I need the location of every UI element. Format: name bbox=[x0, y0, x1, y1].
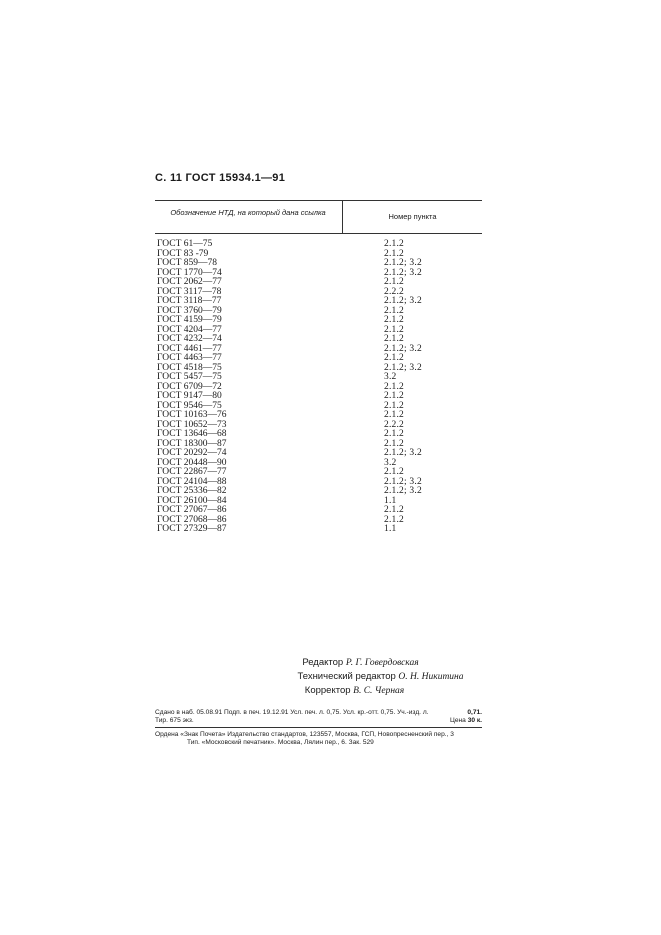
imprint-block bbox=[155, 709, 482, 725]
page-header: С. 11 ГОСТ 15934.1—91 bbox=[155, 172, 286, 184]
gost-designation: ГОСТ 27068—86 bbox=[157, 514, 227, 525]
clause-number: 2.1.2 bbox=[384, 438, 404, 449]
clause-number: 2.1.2; 3.2 bbox=[384, 362, 422, 373]
gost-designation: ГОСТ 5457—75 bbox=[157, 372, 222, 382]
clause-number: 1.1 bbox=[384, 495, 397, 506]
gost-designation: ГОСТ 3118—77 bbox=[157, 296, 222, 306]
publisher-line-1: Ордена «Знак Почета» Издательство стандартов, 123557, Москва, ГСП, Новопресненский пер., 3 bbox=[155, 731, 454, 738]
header-rule bbox=[155, 233, 482, 234]
corrector-name: В. С. Черная bbox=[353, 686, 405, 696]
clause-number: 2.1.2; 3.2 bbox=[384, 448, 422, 458]
clause-number: 2.1.2 bbox=[384, 391, 404, 401]
imprint-line-1: Сдано в наб. 05.08.91 Подп. в печ. 19.12.91 Усл. печ. л. 0,75. Усл. кр.-отт. 0,75. Уч.-изд. л. bbox=[155, 709, 429, 716]
imprint-sheets: 0,71. bbox=[467, 709, 482, 716]
clause-number: 2.1.2 bbox=[384, 467, 404, 477]
gost-designation: ГОСТ 4232—74 bbox=[157, 334, 222, 344]
gost-designation: ГОСТ 2062—77 bbox=[157, 277, 222, 287]
price-label: Цена bbox=[449, 717, 466, 724]
clause-number: 2.1.2; 3.2 bbox=[384, 267, 422, 278]
clause-number: 3.2 bbox=[384, 372, 397, 382]
tech-editor-name: О. Н. Никитина bbox=[398, 672, 464, 682]
gost-designation: ГОСТ 61—75 bbox=[157, 239, 213, 249]
clause-number: 2.1.2; 3.2 bbox=[384, 486, 422, 496]
corrector-line bbox=[0, 684, 661, 698]
gost-designation: ГОСТ 10163—76 bbox=[157, 410, 227, 420]
corrector-role: Корректор bbox=[304, 685, 351, 696]
gost-designation: ГОСТ 18300—87 bbox=[157, 438, 227, 449]
clause-number: 1.1 bbox=[384, 524, 397, 534]
clause-number: 2.2.2 bbox=[384, 286, 404, 297]
gost-designation: ГОСТ 4204—77 bbox=[157, 324, 222, 335]
gost-designation: ГОСТ 10652—73 bbox=[157, 419, 227, 430]
gost-designation: ГОСТ 4159—79 bbox=[157, 315, 222, 325]
clause-number: 2.1.2 bbox=[384, 353, 404, 363]
gost-designation: ГОСТ 4463—77 bbox=[157, 353, 222, 363]
reference-table-body bbox=[157, 240, 457, 535]
imprint-circulation: Тир. 675 экз. bbox=[155, 717, 194, 724]
gost-designation: ГОСТ 20292—74 bbox=[157, 448, 227, 458]
table-row bbox=[157, 525, 457, 535]
clause-number: 2.1.2 bbox=[384, 305, 404, 316]
editor-name: Р. Г. Говердовская bbox=[345, 658, 419, 668]
clause-number: 2.1.2 bbox=[384, 248, 404, 259]
credits-block bbox=[0, 656, 661, 698]
column-header-document: Обозначение НТД, на который дана ссылка bbox=[170, 208, 326, 217]
table-top-rule bbox=[155, 200, 482, 201]
editor-line bbox=[0, 656, 661, 670]
gost-designation: ГОСТ 1770—74 bbox=[157, 267, 222, 278]
gost-designation: ГОСТ 9546—75 bbox=[157, 400, 222, 411]
clause-number: 2.1.2; 3.2 bbox=[384, 258, 422, 268]
gost-designation: ГОСТ 26100—84 bbox=[157, 495, 227, 506]
clause-number: 2.1.2 bbox=[384, 381, 404, 392]
clause-number: 2.1.2 bbox=[384, 514, 404, 525]
clause-number: 2.1.2 bbox=[384, 315, 404, 325]
price-value: 30 к. bbox=[467, 717, 482, 724]
gost-designation: ГОСТ 27329—87 bbox=[157, 524, 227, 534]
clause-number: 2.2.2 bbox=[384, 419, 404, 430]
column-header-clause: Номер пункта bbox=[388, 212, 437, 221]
gost-designation: ГОСТ 25336—82 bbox=[157, 486, 227, 496]
editor-role: Редактор bbox=[302, 657, 344, 668]
publisher-block bbox=[155, 731, 482, 747]
imprint-rule bbox=[155, 727, 482, 728]
imprint-price bbox=[450, 717, 482, 725]
gost-designation: ГОСТ 859—78 bbox=[157, 258, 217, 268]
gost-designation: ГОСТ 13646—68 bbox=[157, 429, 227, 439]
clause-number: 2.1.2 bbox=[384, 505, 404, 515]
tech-editor-line bbox=[0, 670, 661, 684]
clause-number: 2.1.2; 3.2 bbox=[384, 476, 422, 487]
tech-editor-role: Технический редактор bbox=[297, 671, 396, 682]
clause-number: 2.1.2 bbox=[384, 400, 404, 411]
gost-designation: ГОСТ 6709—72 bbox=[157, 381, 222, 392]
clause-number: 2.1.2 bbox=[384, 334, 404, 344]
clause-number: 2.1.2 bbox=[384, 410, 404, 420]
gost-designation: ГОСТ 22867—77 bbox=[157, 467, 227, 477]
gost-designation: ГОСТ 4461—77 bbox=[157, 343, 222, 354]
clause-number: 2.1.2 bbox=[384, 277, 404, 287]
gost-designation: ГОСТ 83 -79 bbox=[157, 248, 209, 259]
publisher-line-2: Тип. «Московский печатник». Москва, Лялин пер., 6. Зак. 529 bbox=[187, 739, 374, 746]
clause-number: 2.1.2 bbox=[384, 429, 404, 439]
clause-number: 2.1.2; 3.2 bbox=[384, 296, 422, 306]
gost-designation: ГОСТ 27067—86 bbox=[157, 505, 227, 515]
clause-number: 3.2 bbox=[384, 457, 397, 468]
gost-designation: ГОСТ 4518—75 bbox=[157, 362, 222, 373]
clause-number: 2.1.2; 3.2 bbox=[384, 343, 422, 354]
gost-designation: ГОСТ 9147—80 bbox=[157, 391, 222, 401]
gost-designation: ГОСТ 24104—88 bbox=[157, 476, 227, 487]
gost-designation: ГОСТ 3117—78 bbox=[157, 286, 222, 297]
gost-designation: ГОСТ 20448—90 bbox=[157, 457, 227, 468]
clause-number: 2.1.2 bbox=[384, 324, 404, 335]
gost-designation: ГОСТ 3760—79 bbox=[157, 305, 222, 316]
clause-number: 2.1.2 bbox=[384, 239, 404, 249]
